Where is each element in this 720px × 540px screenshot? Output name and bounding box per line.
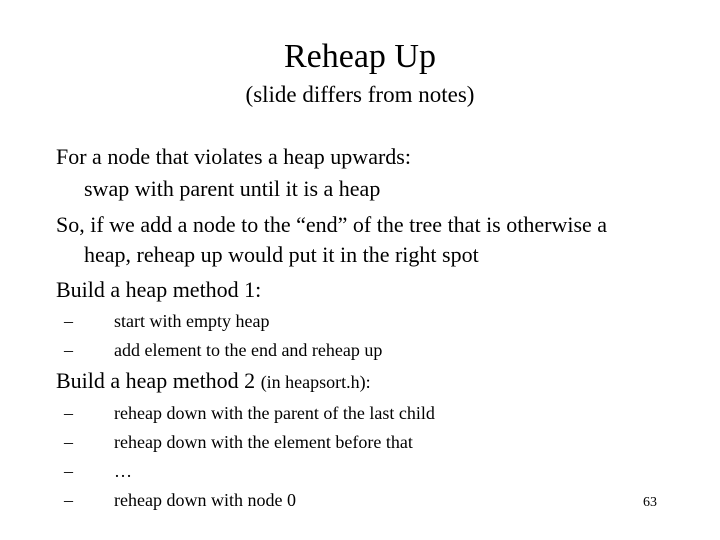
body-line: So, if we add a node to the “end” of the tree that is otherwise a xyxy=(56,212,608,237)
body-line: Build a heap method 1: xyxy=(56,277,262,302)
list-item-text: reheap down with the element before that xyxy=(114,432,413,452)
method2-heading xyxy=(56,367,371,396)
bullet-dash: – xyxy=(64,461,73,481)
method2-note: (in heapsort.h): xyxy=(260,372,371,392)
list-item-text: reheap down with node 0 xyxy=(114,490,296,510)
bullet-dash: – xyxy=(64,311,73,331)
body-line: heap, reheap up would put it in the right spot xyxy=(84,242,479,267)
slide-title: Reheap Up xyxy=(283,38,436,75)
bullet-dash: – xyxy=(64,340,73,360)
body-line: swap with parent until it is a heap xyxy=(84,176,381,201)
bullet-dash: – xyxy=(64,490,73,510)
body-line: For a node that violates a heap upwards: xyxy=(56,144,411,169)
method2-heading-text: Build a heap method 2 xyxy=(56,368,256,393)
bullet-dash: – xyxy=(64,403,73,423)
list-item-text: add element to the end and reheap up xyxy=(114,340,383,360)
list-item-text: start with empty heap xyxy=(114,311,270,331)
list-item-text: reheap down with the parent of the last child xyxy=(114,403,435,423)
list-item-text: … xyxy=(114,461,132,481)
slide-subtitle: (slide differs from notes) xyxy=(245,82,475,107)
bullet-dash: – xyxy=(64,432,73,452)
page-number: 63 xyxy=(643,495,657,510)
